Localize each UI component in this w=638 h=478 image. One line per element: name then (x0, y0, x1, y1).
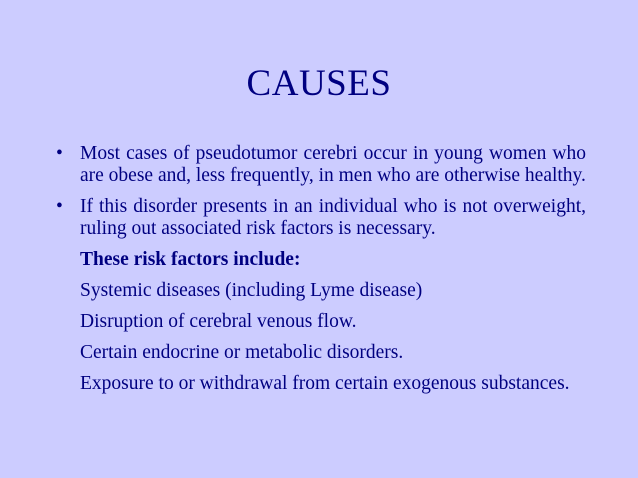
bullet-item (56, 143, 586, 187)
bullet-text: If this disorder presents in an individual who is not overweight, ruling out associated risk factors is necessary. (80, 196, 586, 239)
bullet-text: Most cases of pseudotumor cerebri occur in young women who are obese and, less frequently, in men who are otherwise healthy. (80, 143, 586, 186)
bullet-item (56, 196, 586, 240)
bullet-icon: • (56, 143, 63, 164)
slide-body (56, 143, 586, 404)
list-item-text: Systemic diseases (including Lyme disease) (80, 280, 423, 301)
list-item (56, 280, 586, 302)
bullet-icon: • (56, 196, 63, 217)
list-item-text: Certain endocrine or metabolic disorders. (80, 342, 404, 363)
list-item-text: Disruption of cerebral venous flow. (80, 311, 357, 332)
risk-factors-heading: These risk factors include: (80, 249, 301, 270)
slide-title: CAUSES (246, 63, 392, 104)
list-item (56, 373, 586, 395)
list-item (56, 342, 586, 364)
list-item (56, 311, 586, 333)
list-item (56, 249, 586, 271)
list-item-text: Exposure to or withdrawal from certain exogenous substances. (80, 373, 570, 394)
